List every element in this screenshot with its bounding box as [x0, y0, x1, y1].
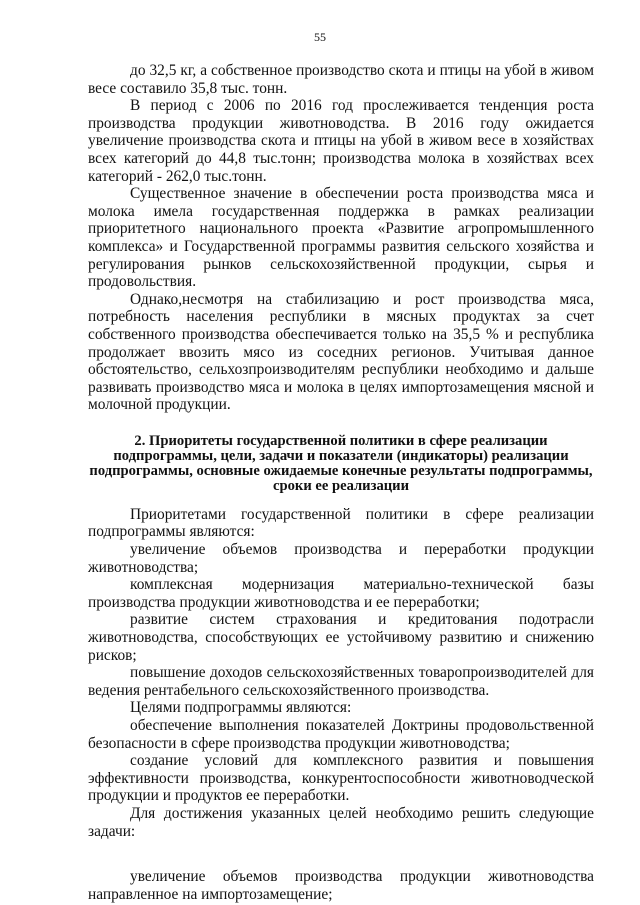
paragraph: В период с 2006 по 2016 год прослеживается тенденция роста производства продукции животноводства. В 2016 году ожидается увеличение производства скота и птицы на убой в живом весе в хозяйствах всех категорий до 44,8 тыс.тонн; производства молока в хозяйствах всех категорий - 262,0 тыс.тонн.: [88, 97, 594, 185]
list-item: создание условий для комплексного развития и повышения эффективности производства, конкурентоспособности животноводческой продукции и продуктов ее переработки.: [88, 752, 594, 805]
paragraph: Однако,несмотря на стабилизацию и рост производства мяса, потребность населения республики в мясных продуктах за счет собственного производства обеспечивается только на 35,5 % и республика продолжает ввозить мясо из соседних регионов. Учитывая данное обстоятельство, сельхозпроизводителям республики необходимо и дальше развивать производство мяса и молока в целях импортозамещения мясной и молочной продукции.: [88, 290, 594, 414]
paragraph: Существенное значение в обеспечении роста производства мяса и молока имела государственная поддержка в рамках реализации приоритетного национального проекта «Развитие агропромышленного комплекса» и Государственной программы развития сельского хозяйства и регулирования рынков сельскохозяйственной продукции, сырья и продовольствия.: [88, 185, 594, 291]
paragraph: до 32,5 кг, а собственное производство скота и птицы на убой в живом весе составило 35,8 тыс. тонн.: [88, 62, 594, 97]
list-item: комплексная модернизация материально-технической базы производства продукции животноводства и ее переработки;: [88, 576, 594, 611]
goals-intro: Целями подпрограммы являются:: [130, 699, 352, 717]
list-item: повышение доходов сельскохозяйственных товаропроизводителей для ведения рентабельного сельскохозяйственного производства.: [88, 664, 594, 699]
document-body: [88, 62, 594, 903]
section-heading: 2. Приоритеты государственной политики в сфере реализации подпрограммы, цели, задачи и показатели (индикаторы) реализации подпрограммы, основные ожидаемые конечные результаты подпрограммы, сроки ее реализации: [89, 432, 593, 494]
list-item: увеличение объемов производства продукции животноводства направленное на импортозамещение;: [88, 868, 594, 903]
list-item: увеличение объемов производства и переработки продукции животноводства;: [88, 541, 594, 576]
list-item: обеспечение выполнения показателей Доктрины продовольственной безопасности в сфере производства продукции животноводства;: [88, 717, 594, 752]
page-number: 55: [314, 30, 326, 44]
list-item: развитие систем страхования и кредитования подотрасли животноводства, способствующих ее устойчивому развитию и снижению рисков;: [88, 611, 594, 664]
tasks-intro: Для достижения указанных целей необходимо решить следующие задачи:: [88, 804, 594, 840]
priorities-intro: Приоритетами государственной политики в сфере реализации подпрограммы являются:: [88, 505, 594, 541]
